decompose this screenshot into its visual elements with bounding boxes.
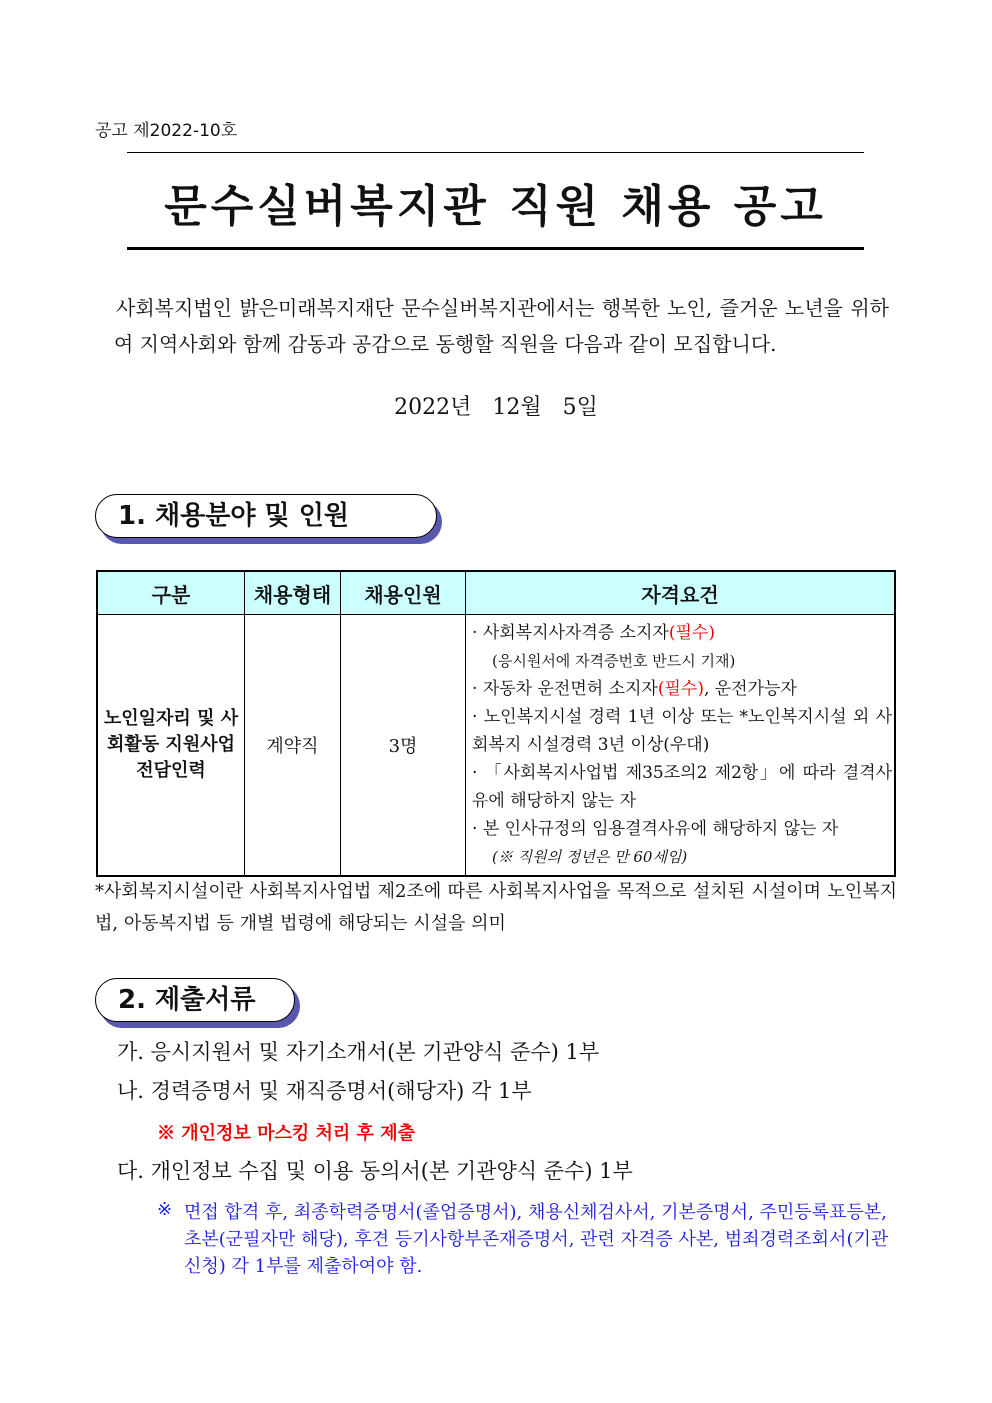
- table-header-row: [97, 571, 895, 615]
- required-mark: (필수): [657, 679, 704, 699]
- section-heading: 2. 제출서류: [95, 978, 295, 1022]
- document-item: 다. 개인정보 수집 및 이용 동의서(본 기관양식 준수) 1부: [117, 1159, 633, 1183]
- requirement-sub: (※ 직원의 정년은 만 60세임): [492, 848, 688, 866]
- requirement: 본 인사규정의 임용결격사유에 해당하지 않는 자: [482, 819, 839, 839]
- requirement: 사회복지사자격증 소지자: [482, 623, 669, 643]
- type-cell: 계약직: [245, 615, 341, 877]
- table-row: [97, 615, 895, 877]
- requirement: 노인복지시설 경력 1년 이상 또는 *노인복지시설 외 사회복지 시설경력 3년 이상(우대): [472, 707, 892, 755]
- masking-note: ※ 개인정보 마스킹 처리 후 제출: [157, 1123, 415, 1144]
- page-title: 문수실버복지관 직원 채용 공고: [164, 181, 827, 232]
- requirement: 「사회복지사업법 제35조의2 제2항」에 따라 결격사유에 해당하지 않는 자: [472, 763, 892, 811]
- required-mark: (필수): [668, 623, 715, 643]
- intro-paragraph: 사회복지법인 밝은미래복지재단 문수실버복지관에서는 행복한 노인, 즐거운 노년을 위하여 지역사회와 함께 감동과 공감으로 동행할 직원을 다음과 같이 모집합니다.: [114, 296, 889, 356]
- requirements-cell: · 사회복지사자격증 소지자(필수) (응시원서에 자격증번호 반드시 기재) · 자동차 운전면허 소지자(필수), 운전가능자 · 노인복지시설 경력 1년 이상 또는 *노인복지시설 외 사회복지 시설경력 3년 이상(우대) · 「사회복지사업법 제35조의2 제2항」에 따라 결격사유에 해당하지 않는 자 · 본 인사규정의 임용결격사유에 해당하지 않는 자 (※ 직원의 정년은 만 60세임): [466, 615, 896, 877]
- requirement-sub: (응시원서에 자격증번호 반드시 기재): [492, 652, 736, 670]
- requirement: , 운전가능자: [703, 679, 797, 699]
- final-note: 면접 합격 후, 최종학력증명서(졸업증명서), 채용신체검사서, 기본증명서, 주민등록표등본, 초본(군필자만 해당), 후견 등기사항부존재증명서, 관련 자격증 사본, 범죄경력조회서(기관신청) 각 1부를 제출하여야 함.: [184, 1202, 889, 1277]
- category-cell: 노인일자리 및 사회활동 지원사업 전담인력: [97, 615, 245, 877]
- column-header: 채용형태: [245, 571, 341, 615]
- facility-note: *사회복지시설이란 사회복지사업법 제2조에 따른 사회복지사업을 목적으로 설치된 시설이며 노인복지법, 아동복지법 등 개별 법령에 해당되는 시설을 의미: [95, 881, 897, 934]
- divider: [127, 152, 864, 153]
- note-mark: ※: [157, 1199, 173, 1220]
- requirement: 자동차 운전면허 소지자: [482, 679, 658, 699]
- recruitment-table: [96, 570, 896, 877]
- count-cell: 3명: [341, 615, 466, 877]
- notice-number: 공고 제2022-10호: [95, 121, 238, 141]
- document-item: 나. 경력증명서 및 재직증명서(해당자) 각 1부: [117, 1079, 532, 1103]
- column-header: 채용인원: [341, 571, 466, 615]
- document-item: 가. 응시지원서 및 자기소개서(본 기관양식 준수) 1부: [117, 1040, 600, 1064]
- section-heading: 1. 채용분야 및 인원: [95, 494, 437, 538]
- divider: [127, 247, 864, 250]
- column-header: 자격요건: [466, 571, 896, 615]
- notice-date: 2022년 12월 5일: [394, 395, 598, 420]
- column-header: 구분: [97, 571, 245, 615]
